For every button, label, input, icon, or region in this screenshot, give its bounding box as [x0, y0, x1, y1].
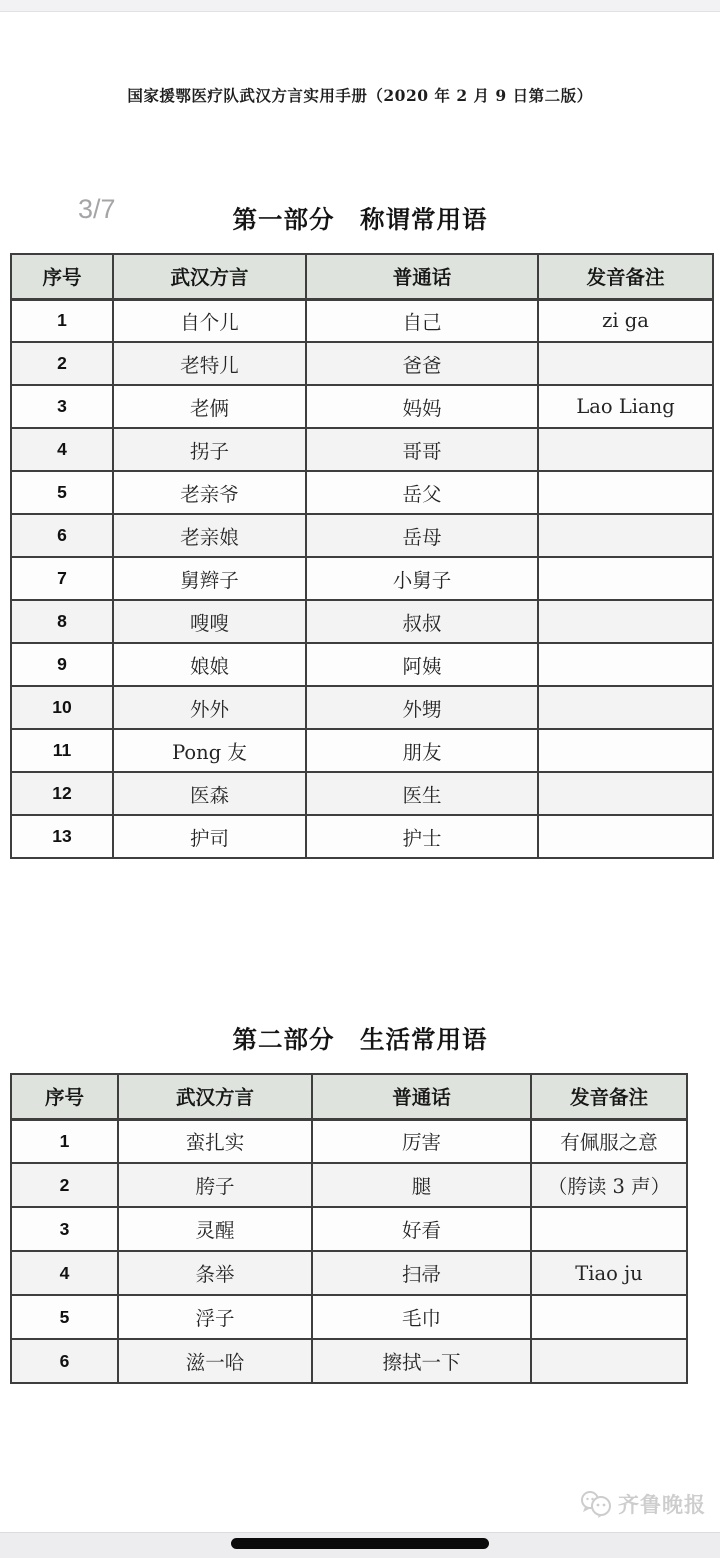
column-header: 武汉方言	[118, 1074, 312, 1119]
table-cell: 医森	[113, 772, 306, 815]
table-cell: 8	[11, 600, 113, 643]
table-cell: 哥哥	[306, 428, 538, 471]
table-cell: 2	[11, 342, 113, 385]
table-cell: 娘娘	[113, 643, 306, 686]
table-cell: 爸爸	[306, 342, 538, 385]
column-header: 序号	[11, 1074, 118, 1119]
table1-header	[11, 254, 713, 299]
table-row	[11, 1207, 687, 1251]
table-cell: 蛮扎实	[118, 1119, 312, 1163]
header-row	[11, 1074, 687, 1119]
table-cell: 6	[11, 1339, 118, 1383]
table-row	[11, 1339, 687, 1383]
table-cell	[538, 729, 713, 772]
table-row	[11, 1119, 687, 1163]
table-part1-terms-of-address	[10, 253, 714, 859]
table-row	[11, 1163, 687, 1207]
table2-header	[11, 1074, 687, 1119]
column-header: 武汉方言	[113, 254, 306, 299]
column-header: 发音备注	[538, 254, 713, 299]
table-row	[11, 729, 713, 772]
table-cell: 老特儿	[113, 342, 306, 385]
table-cell: （胯读 3 声）	[531, 1163, 687, 1207]
table-cell: 4	[11, 428, 113, 471]
table-cell: zi ga	[538, 299, 713, 342]
table-cell: 叔叔	[306, 600, 538, 643]
table-cell: 2	[11, 1163, 118, 1207]
table-cell: 4	[11, 1251, 118, 1295]
table-cell: 岳母	[306, 514, 538, 557]
table-cell: 10	[11, 686, 113, 729]
table-cell	[538, 471, 713, 514]
table-cell: 浮子	[118, 1295, 312, 1339]
table-cell	[538, 600, 713, 643]
table-cell: 好看	[312, 1207, 531, 1251]
table-cell: 外外	[113, 686, 306, 729]
table2-body	[11, 1119, 687, 1383]
table-cell: 1	[11, 1119, 118, 1163]
table-cell: 3	[11, 385, 113, 428]
table-cell: 拐子	[113, 428, 306, 471]
table-row	[11, 557, 713, 600]
table-cell	[538, 772, 713, 815]
table-cell	[538, 557, 713, 600]
table-cell: 阿姨	[306, 643, 538, 686]
table-cell: Pong 友	[113, 729, 306, 772]
table-cell: 7	[11, 557, 113, 600]
table-cell: 舅辫子	[113, 557, 306, 600]
table-row	[11, 815, 713, 858]
publisher-watermark	[579, 1489, 706, 1519]
table-cell: 13	[11, 815, 113, 858]
table-cell: 滋一哈	[118, 1339, 312, 1383]
table-cell: 3	[11, 1207, 118, 1251]
table-cell: 老亲娘	[113, 514, 306, 557]
table-cell	[538, 815, 713, 858]
column-header: 发音备注	[531, 1074, 687, 1119]
table-cell: 12	[11, 772, 113, 815]
table-cell: 医生	[306, 772, 538, 815]
table-row	[11, 772, 713, 815]
table-cell: 嗖嗖	[113, 600, 306, 643]
table-cell: Tiao ju	[531, 1251, 687, 1295]
table-cell: 老俩	[113, 385, 306, 428]
document-title: 国家援鄂医疗队武汉方言实用手册（2020 年 2 月 9 日第二版）	[127, 86, 593, 105]
table-cell: 小舅子	[306, 557, 538, 600]
table-cell: 护士	[306, 815, 538, 858]
table-row	[11, 600, 713, 643]
chat-bubbles-icon	[579, 1490, 613, 1518]
table-cell: 5	[11, 471, 113, 514]
table-cell: 胯子	[118, 1163, 312, 1207]
table-cell	[531, 1207, 687, 1251]
table-cell: 腿	[312, 1163, 531, 1207]
table-cell: 有佩服之意	[531, 1119, 687, 1163]
header-row	[11, 254, 713, 299]
table-cell: 妈妈	[306, 385, 538, 428]
column-header: 普通话	[312, 1074, 531, 1119]
table-cell: 擦拭一下	[312, 1339, 531, 1383]
table-cell: 灵醒	[118, 1207, 312, 1251]
table-cell: 岳父	[306, 471, 538, 514]
section1-title: 第一部分 称谓常用语	[232, 205, 488, 234]
table-cell	[538, 643, 713, 686]
table-cell: 厉害	[312, 1119, 531, 1163]
table-part2-daily-phrases	[10, 1073, 688, 1384]
table-row	[11, 514, 713, 557]
table-cell: 朋友	[306, 729, 538, 772]
table-cell: 自己	[306, 299, 538, 342]
table-row	[11, 471, 713, 514]
status-bar-strip	[0, 0, 720, 12]
table-cell	[538, 428, 713, 471]
column-header: 普通话	[306, 254, 538, 299]
table-cell: 扫帚	[312, 1251, 531, 1295]
table-cell: 条举	[118, 1251, 312, 1295]
table-row	[11, 1295, 687, 1339]
table-cell: Lao Liang	[538, 385, 713, 428]
column-header: 序号	[11, 254, 113, 299]
section2-title: 第二部分 生活常用语	[232, 1025, 488, 1054]
bottom-bar	[0, 1532, 720, 1558]
table-cell: 自个儿	[113, 299, 306, 342]
watermark-text: 齐鲁晚报	[618, 1493, 706, 1517]
table-cell	[538, 686, 713, 729]
table-row	[11, 686, 713, 729]
page-number-indicator: 3/7	[78, 194, 116, 224]
table-row	[11, 299, 713, 342]
table-row	[11, 1251, 687, 1295]
table-row	[11, 428, 713, 471]
table-cell: 1	[11, 299, 113, 342]
table-cell	[538, 514, 713, 557]
table-row	[11, 643, 713, 686]
table-cell	[531, 1339, 687, 1383]
table-cell: 11	[11, 729, 113, 772]
home-indicator-handle[interactable]	[231, 1538, 489, 1549]
table-row	[11, 342, 713, 385]
table-cell: 5	[11, 1295, 118, 1339]
table-cell	[531, 1295, 687, 1339]
table-cell: 护司	[113, 815, 306, 858]
table-cell: 老亲爷	[113, 471, 306, 514]
table-cell: 6	[11, 514, 113, 557]
table-cell: 毛巾	[312, 1295, 531, 1339]
table-cell	[538, 342, 713, 385]
table-row	[11, 385, 713, 428]
table1-body	[11, 299, 713, 858]
table-cell: 外甥	[306, 686, 538, 729]
table-cell: 9	[11, 643, 113, 686]
